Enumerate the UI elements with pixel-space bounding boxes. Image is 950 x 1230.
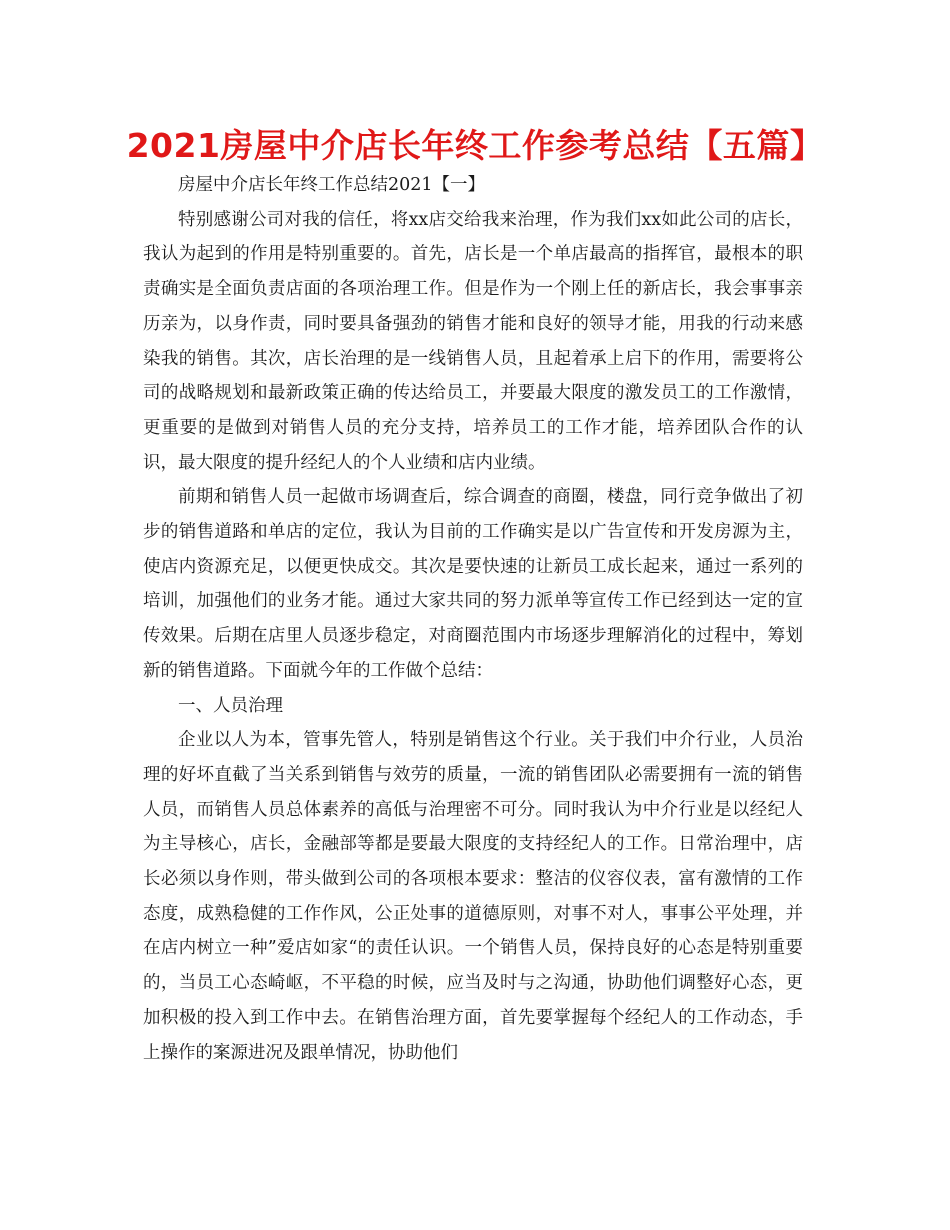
subtitle-line: 房屋中介店长年终工作总结2021【一】 bbox=[178, 175, 486, 195]
paragraph-1: 特别感谢公司对我的信任，将xx店交给我来治理，作为我们xx如此公司的店长，我认为起到的作用是特别重要的。首先，店长是一个单店最高的指挥官，最根本的职责确实是全面负责店面的各项治理工作。但是作为一个刚上任的新店长，我会事事亲历亲为，以身作责，同时要具备强劲的销售才能和良好的领导才能，用我的行动来感染我的销售。其次，店长治理的是一线销售人员，且起着承上启下的作用，需要将公司的战略规划和最新政策正确的传达给员工，并要最大限度的激发员工的工作激情，更重要的是做到对销售人员的充分支持，培养员工的工作才能，培养团队合作的认识，最大限度的提升经纪人的个人业绩和店内业绩。 bbox=[143, 209, 803, 473]
section-paragraph: 企业以人为本，管事先管人，特别是销售这个行业。关于我们中介行业，人员治理的好坏直截了当关系到销售与效劳的质量，一流的销售团队必需要拥有一流的销售人员，而销售人员总体素养的高低与治理密不可分。同时我认为中介行业是以经纪人为主导核心，店长，金融部等都是要最大限度的支持经纪人的工作。日常治理中，店长必须以身作则，带头做到公司的各项根本要求：整洁的仪容仪表，富有激情的工作态度，成熟稳健的工作作风，公正处事的道德原则，对事不对人，事事公平处理，并在店内树立一种”爱店如家“的责任认识。一个销售人员，保持良好的心态是特别重要的，当员工心态崎岖，不平稳的时候，应当及时与之沟通，协助他们调整好心态，更加积极的投入到工作中去。在销售治理方面，首先要掌握每个经纪人的工作动态，手上操作的案源进况及跟单情况，协助他们 bbox=[143, 730, 803, 1063]
paragraph-2: 前期和销售人员一起做市场调查后，综合调查的商圈，楼盘，同行竞争做出了初步的销售道路和单店的定位，我认为目前的工作确实是以广告宣传和开发房源为主，使店内资源充足，以便更快成交。其次是要快速的让新员工成长起来，通过一系列的培训，加强他们的业务才能。通过大家共同的努力派单等宣传工作已经到达一定的宣传效果。后期在店里人员逐步稳定，对商圈范围内市场逐步理解消化的过程中，筹划新的销售道路。下面就今年的工作做个总结： bbox=[143, 487, 803, 681]
section-heading: 一、人员治理 bbox=[178, 695, 283, 716]
document-title: 2021房屋中介店长年终工作参考总结【五篇】 bbox=[126, 126, 824, 165]
document-body bbox=[143, 168, 803, 1070]
